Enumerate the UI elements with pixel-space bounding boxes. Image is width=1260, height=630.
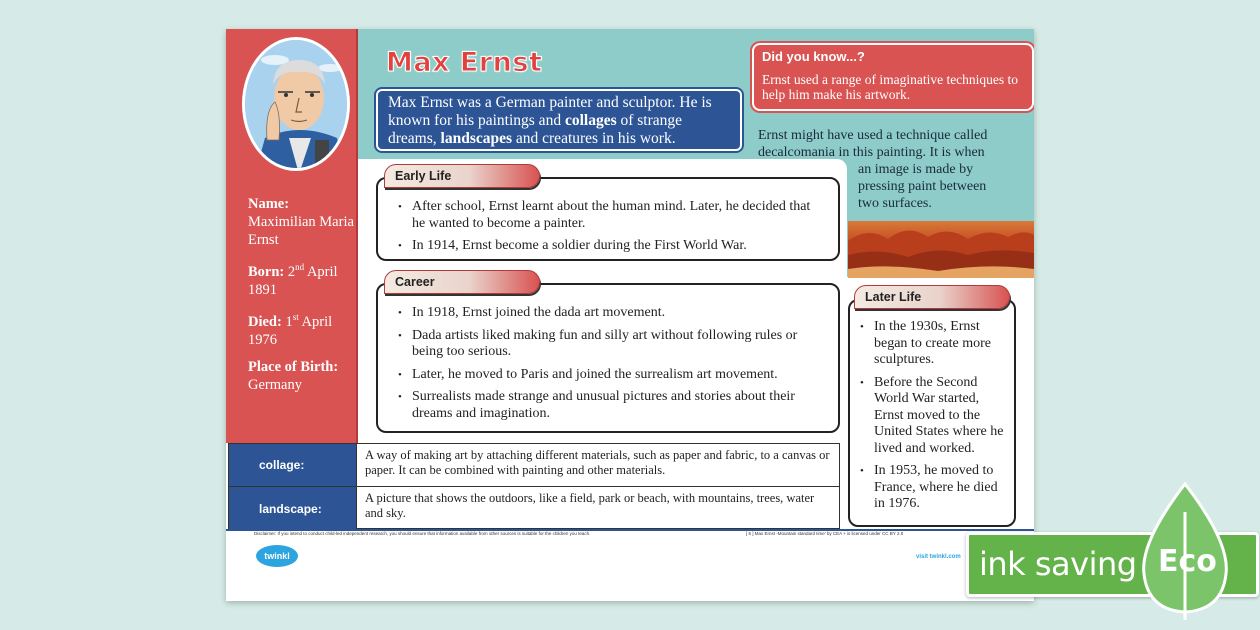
born-sup: nd — [295, 262, 305, 272]
later-life-item: • In the 1930s, Ernst began to create more sculptures. — [860, 319, 1008, 369]
career-item: • In 1918, Ernst joined the dada art movement. — [398, 305, 826, 322]
career-panel — [376, 283, 840, 433]
later-life-panel — [848, 299, 1016, 527]
fact-panel — [226, 29, 358, 443]
painting-line-5: two surfaces. — [858, 196, 932, 211]
intro-text-3: and creatures in his work. — [512, 130, 676, 147]
early-life-item: • After school, Ernst learnt about the human mind. Later, he decided that he wanted to become a painter. — [398, 199, 826, 232]
died-day: 1 — [285, 313, 293, 330]
career-tab: Career — [384, 270, 540, 294]
fact-place-of-birth — [248, 358, 358, 394]
intro-bold-landscapes: landscapes — [440, 130, 513, 147]
later-life-item: • Before the Second World War started, Ernst moved to the United States where he lived and worked. — [860, 375, 1008, 458]
career-item: • Surrealists made strange and unusual pictures and stories about their dreams and imagination. — [398, 389, 826, 422]
disclaimer-text: Disclaimer: If you intend to conduct child-led independent research, you should ensure that information available from other sources is suitable for the children you teach. — [254, 531, 591, 536]
painting-line-4: pressing paint between — [858, 179, 987, 194]
glossary-definition: A picture that shows the outdoors, like a field, park or beach, with mountains, trees, water and sky. — [365, 491, 815, 520]
visit-link[interactable]: visit twinkl.com — [916, 554, 961, 560]
painting-line-3: an image is made by — [858, 162, 974, 177]
painting-line-1: Ernst might have used a technique called — [758, 128, 988, 143]
image-credit: [ 6 ] Max Ernst -Mountain standard time' by CEA + is licensed under CC BY 2.0 — [746, 531, 904, 536]
early-life-tab: Early Life — [384, 164, 540, 188]
facts-list — [248, 195, 358, 403]
intro-box — [376, 89, 742, 151]
intro-bold-collages: collages — [564, 112, 617, 129]
born-label: Born: — [248, 263, 285, 280]
intro-text-1: Max Ernst was a German painter and sculptor. He is known for his paintings and — [388, 94, 712, 129]
name-value: Maximilian Maria Ernst — [248, 214, 354, 248]
intro-text-2: of strange dreams, — [388, 112, 683, 147]
career-item: • Later, he moved to Paris and joined the surrealism art movement. — [398, 367, 826, 384]
career-list — [378, 285, 838, 422]
page-title: Max Ernst — [386, 47, 543, 78]
born-day: 2 — [287, 263, 296, 280]
later-life-item: • In 1953, he moved to France, where he died in 1976. — [860, 463, 1008, 513]
pob-value: Germany — [248, 376, 302, 393]
died-rest: April 1976 — [248, 313, 333, 348]
early-life-panel — [376, 177, 840, 261]
fact-born — [248, 258, 358, 299]
name-label: Name: — [248, 196, 290, 212]
did-you-know-text: Ernst used a range of imaginative techniques to help him make his artwork. — [762, 72, 1019, 102]
fact-name — [248, 195, 358, 249]
eco-label: Eco — [1158, 544, 1217, 579]
fact-died — [248, 308, 358, 349]
portrait-image — [242, 37, 350, 171]
glossary-definition: A way of making art by attaching different materials, such as paper and fabric, to a canvas or paper. It can be combined with painting and other materials. — [365, 448, 830, 477]
died-label: Died: — [248, 313, 282, 330]
glossary-row — [229, 444, 839, 487]
painting-line-2: decalcomania in this painting. It is when — [758, 145, 985, 160]
twinkl-logo[interactable]: twinkl — [256, 545, 298, 567]
born-rest: April 1891 — [248, 263, 338, 298]
did-you-know-box — [752, 43, 1034, 111]
later-life-tab: Later Life — [854, 285, 1010, 309]
later-life-list — [850, 301, 1014, 513]
glossary-row — [229, 487, 839, 530]
early-life-item: • In 1914, Ernst become a soldier during the First World War. — [398, 238, 826, 255]
died-sup: st — [292, 311, 299, 322]
did-you-know-title: Did you know...? — [762, 49, 865, 64]
ink-saving-text: ink saving — [979, 545, 1137, 583]
glossary-term: landscape: — [229, 487, 357, 530]
fact-sheet — [226, 29, 1034, 601]
pob-label: Place of Birth: — [248, 358, 339, 375]
decalcomania-painting — [848, 221, 1034, 278]
career-item: • Dada artists liked making fun and silly art without following rules or being too serious. — [398, 328, 826, 361]
early-life-list — [378, 179, 838, 255]
glossary-term: collage: — [229, 444, 357, 486]
glossary-table — [228, 443, 840, 529]
